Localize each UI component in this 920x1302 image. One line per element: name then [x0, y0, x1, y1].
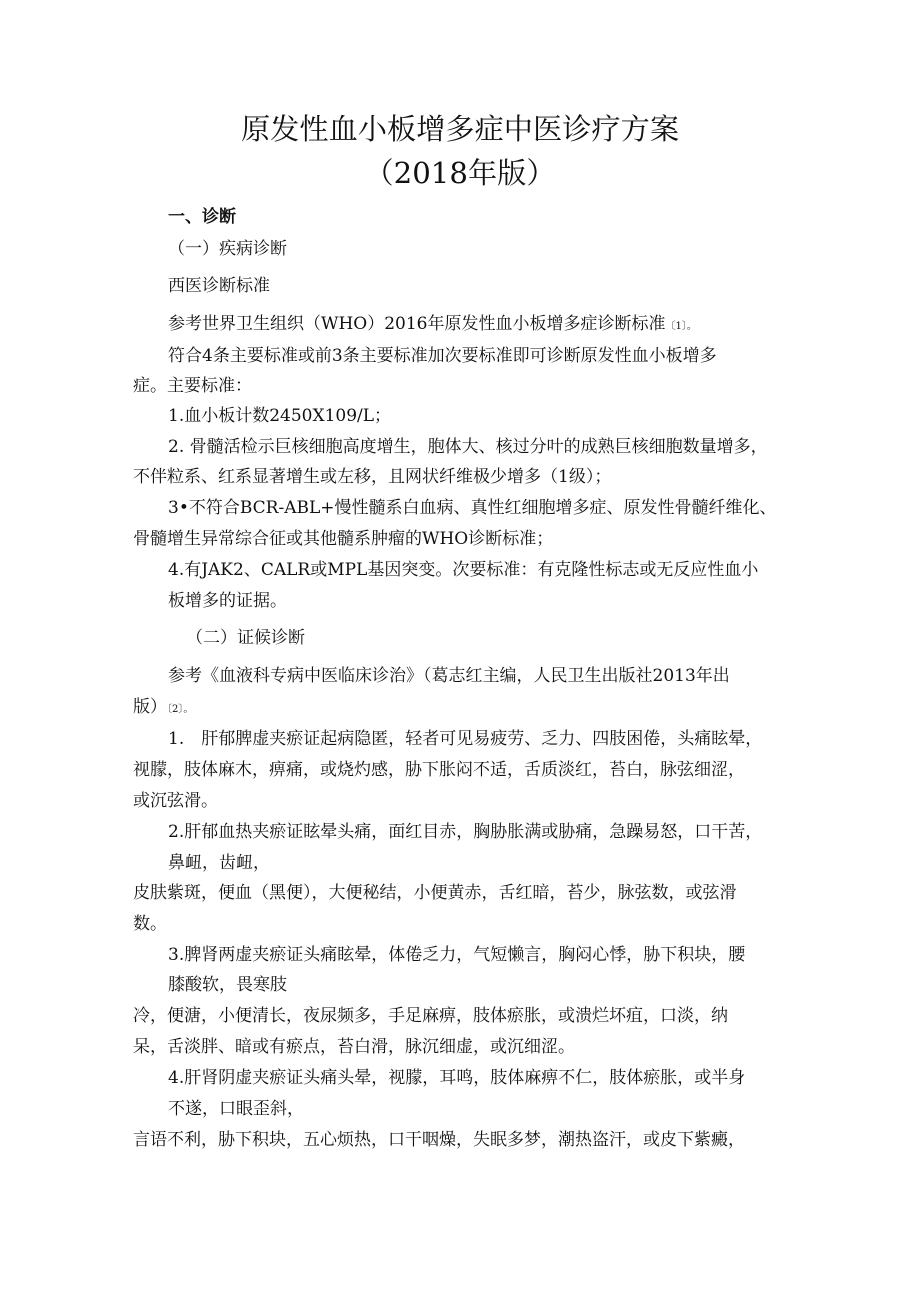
citation-marker: 〔2〕。 — [167, 704, 194, 715]
paragraph-line: 2.肝郁血热夹瘀证眩晕头痛，面红目赤，胸胁胀满或胁痛，急躁易怒，口干苦， — [168, 822, 763, 842]
paragraph-line — [168, 312, 697, 339]
paragraph-line: 不遂，口眼歪斜， — [168, 1099, 304, 1119]
paragraph-line: 呆，舌淡胖、暗或有瘀点，苔白滑，脉沉细虚，或沉细涩。 — [133, 1037, 575, 1057]
section-heading-diagnosis: 一、诊断 — [168, 207, 236, 227]
document-subtitle: （2018年版） — [364, 156, 556, 190]
paragraph-line: 2. 骨髓活检示巨核细胞高度增生，胞体大、核过分叶的成熟巨核细胞数量增多， — [168, 437, 768, 457]
paragraph-line: 数。 — [133, 914, 167, 934]
paragraph-line: 症。主要标准： — [133, 376, 252, 396]
paragraph-line: 膝酸软，畏寒肢 — [168, 975, 287, 995]
paragraph-text: 版） — [133, 697, 167, 717]
paragraph-line: 西医诊断标准 — [168, 276, 270, 296]
paragraph-text: 参考世界卫生组织（WHO）2016年原发性血小板增多症诊断标准 — [168, 314, 666, 334]
subsection-heading-syndrome-diagnosis: （二）证候诊断 — [186, 628, 305, 648]
citation-marker: 〔1〕。 — [665, 321, 697, 332]
paragraph-line: 3•不符合BCR-ABL+慢性髓系白血病、真性红细胞增多症、原发性骨髓纤维化、 — [168, 498, 777, 518]
document-title: 原发性血小板增多症中医诊疗方案 — [240, 112, 680, 146]
paragraph-line: 鼻衄，齿衄， — [168, 853, 270, 873]
paragraph-line: 不伴粒系、红系显著增生或左移，且网状纤维极少增多（1级）； — [133, 467, 612, 487]
subsection-heading-disease-diagnosis: （一）疾病诊断 — [168, 239, 287, 259]
paragraph-line: 1. 肝郁脾虚夹瘀证起病隐匿，轻者可见易疲劳、乏力、四肢困倦，头痛眩晕， — [168, 729, 763, 749]
paragraph-line: 冷，便溏，小便清长，夜尿频多，手足麻痹，肢体瘀胀，或溃烂坏疽，口淡，纳 — [133, 1006, 728, 1026]
paragraph-line: 参考《血液科专病中医临床诊治》（葛志红主编，人民卫生出版社2013年出 — [168, 666, 730, 686]
paragraph-line: 板增多的证据。 — [168, 591, 287, 611]
paragraph-line: 皮肤紫斑，便血（黑便），大便秘结，小便黄赤，舌红暗，苔少，脉弦数，或弦滑 — [133, 883, 737, 903]
paragraph-line: 骨髓增生异常综合征或其他髓系肿瘤的WHO诊断标准； — [133, 529, 554, 549]
paragraph-line: 或沉弦滑。 — [133, 791, 218, 811]
paragraph-line: 3.脾肾两虚夹瘀证头痛眩晕，体倦乏力，气短懒言，胸闷心悸，胁下积块，腰 — [168, 945, 746, 965]
paragraph-line: 1.血小板计数2450X109/L； — [168, 406, 392, 426]
paragraph-line: 言语不利，胁下积块，五心烦热，口干咽燥，失眠多梦，潮热盗汗，或皮下紫癜， — [133, 1130, 745, 1150]
paragraph-line: 视朦，肢体麻木，痹痛，或烧灼感，胁下胀闷不适，舌质淡红，苔白，脉弦细涩， — [133, 760, 745, 780]
paragraph-line: 4.有JAK2、CALR或MPL基因突变。次要标准：有克隆性标志或无反应性血小 — [168, 560, 759, 580]
paragraph-line: 符合4条主要标准或前3条主要标准加次要标准即可诊断原发性血小板增多 — [168, 346, 717, 366]
paragraph-line — [133, 695, 193, 722]
paragraph-line: 4.肝肾阴虚夹瘀证头痛头晕，视朦，耳鸣，肢体麻痹不仁，肢体瘀胀，或半身 — [168, 1068, 746, 1088]
